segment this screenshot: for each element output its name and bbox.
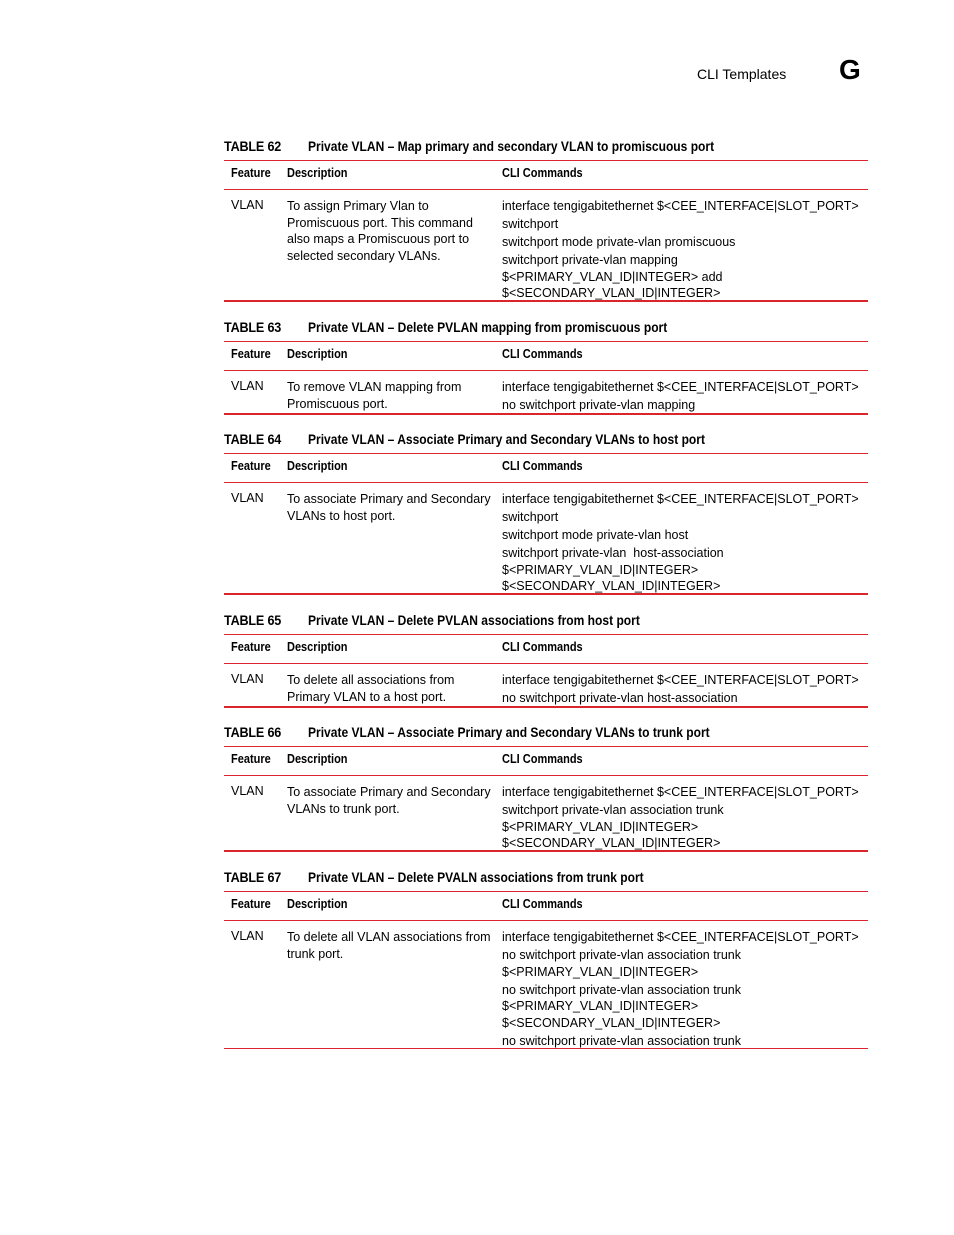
- cli-command: no switchport private-vlan association trunk $<PRIMARY_VLAN_ID|INTEGER> $<SECONDARY_VLAN_ID|INTEGER>: [502, 982, 742, 1030]
- table-header-row: [224, 454, 868, 482]
- table-header-row: [224, 635, 868, 663]
- cli-command: switchport mode private-vlan host: [502, 527, 689, 542]
- section-letter: G: [839, 54, 861, 85]
- column-header-cli: CLI Commands: [502, 347, 583, 361]
- feature-cell: VLAN: [231, 784, 264, 798]
- cli-command: switchport mode private-vlan promiscuous: [502, 234, 736, 249]
- table-header-row: [224, 342, 868, 370]
- cli-commands-cell: [502, 379, 868, 415]
- table-number: TABLE 64: [224, 431, 282, 447]
- column-header-cli: CLI Commands: [502, 752, 583, 766]
- cli-command: switchport private-vlan association trunk $<PRIMARY_VLAN_ID|INTEGER> $<SECONDARY_VLAN_ID|INTEGER>: [502, 802, 724, 851]
- table-number: TABLE 63: [224, 319, 282, 335]
- cli-command: switchport private-vlan host-association $<PRIMARY_VLAN_ID|INTEGER> $<SECONDARY_VLAN_ID|INTEGER>: [502, 545, 724, 594]
- table-title: Private VLAN – Map primary and secondary VLAN to promiscuous port: [308, 138, 715, 154]
- cli-command: switchport: [502, 216, 559, 231]
- description-cell: To associate Primary and Secondary VLANs to trunk port.: [287, 785, 491, 816]
- cli-command: no switchport private-vlan mapping: [502, 397, 696, 412]
- table-66: [224, 724, 868, 852]
- table-64: [224, 431, 868, 595]
- cli-command: no switchport private-vlan association trunk: [502, 1033, 742, 1048]
- cli-command: interface tengigabitethernet $<CEE_INTERFACE|SLOT_PORT>: [502, 785, 859, 799]
- table-caption: [224, 869, 868, 891]
- cli-commands-cell: [502, 672, 868, 708]
- column-header-description: Description: [287, 897, 348, 911]
- cli-commands-cell: [502, 491, 868, 596]
- column-header-cli: CLI Commands: [502, 166, 583, 180]
- description-cell: To delete all associations from Primary VLAN to a host port.: [287, 673, 455, 704]
- table-row: [224, 190, 868, 300]
- description-cell: To assign Primary Vlan to Promiscuous port. This command also maps a Promiscuous port to selected secondary VLANs.: [287, 199, 473, 263]
- column-header-description: Description: [287, 752, 348, 766]
- column-header-description: Description: [287, 347, 348, 361]
- table-title: Private VLAN – Delete PVLAN associations from host port: [308, 612, 640, 628]
- column-header-description: Description: [287, 459, 348, 473]
- table-number: TABLE 62: [224, 138, 282, 154]
- cli-command: interface tengigabitethernet $<CEE_INTERFACE|SLOT_PORT>: [502, 380, 859, 394]
- table-caption: [224, 612, 868, 634]
- column-header-feature: Feature: [231, 166, 271, 180]
- description-cell: To associate Primary and Secondary VLANs to host port.: [287, 492, 491, 523]
- cli-commands-cell: [502, 929, 868, 1051]
- description-cell: To remove VLAN mapping from Promiscuous port.: [287, 380, 462, 411]
- feature-cell: VLAN: [231, 672, 264, 686]
- cli-command: switchport private-vlan mapping $<PRIMARY_VLAN_ID|INTEGER> add $<SECONDARY_VLAN_ID|INTEGER>: [502, 252, 723, 301]
- column-header-feature: Feature: [231, 752, 271, 766]
- table-row: [224, 371, 868, 413]
- table-number: TABLE 66: [224, 724, 282, 740]
- table-63: [224, 319, 868, 415]
- column-header-feature: Feature: [231, 347, 271, 361]
- table-title: Private VLAN – Delete PVLAN mapping from promiscuous port: [308, 319, 668, 335]
- table-title: Private VLAN – Associate Primary and Secondary VLANs to host port: [308, 431, 705, 447]
- table-caption: [224, 724, 868, 746]
- feature-cell: VLAN: [231, 929, 264, 943]
- table-header-row: [224, 161, 868, 189]
- cli-command: no switchport private-vlan host-association: [502, 690, 738, 705]
- table-row: [224, 664, 868, 706]
- cli-command: interface tengigabitethernet $<CEE_INTERFACE|SLOT_PORT>: [502, 492, 859, 506]
- description-cell: To delete all VLAN associations from trunk port.: [287, 930, 491, 961]
- column-header-feature: Feature: [231, 640, 271, 654]
- table-title: Private VLAN – Associate Primary and Secondary VLANs to trunk port: [308, 724, 710, 740]
- column-header-cli: CLI Commands: [502, 459, 583, 473]
- cli-command: interface tengigabitethernet $<CEE_INTERFACE|SLOT_PORT>: [502, 673, 859, 687]
- table-67: [224, 869, 868, 1049]
- table-caption: [224, 319, 868, 341]
- column-header-cli: CLI Commands: [502, 897, 583, 911]
- table-row: [224, 921, 868, 1048]
- column-header-description: Description: [287, 640, 348, 654]
- table-title: Private VLAN – Delete PVALN associations from trunk port: [308, 869, 644, 885]
- column-header-feature: Feature: [231, 459, 271, 473]
- cli-command: no switchport private-vlan association trunk $<PRIMARY_VLAN_ID|INTEGER>: [502, 947, 742, 979]
- column-header-feature: Feature: [231, 897, 271, 911]
- cli-commands-cell: [502, 784, 868, 853]
- table-65: [224, 612, 868, 708]
- feature-cell: VLAN: [231, 198, 264, 212]
- column-header-cli: CLI Commands: [502, 640, 583, 654]
- table-row: [224, 483, 868, 593]
- cli-command: interface tengigabitethernet $<CEE_INTERFACE|SLOT_PORT>: [502, 199, 859, 213]
- table-62: [224, 138, 868, 302]
- section-title: CLI Templates: [697, 66, 787, 82]
- column-header-description: Description: [287, 166, 348, 180]
- table-number: TABLE 65: [224, 612, 282, 628]
- cli-command: switchport: [502, 509, 559, 524]
- cli-commands-cell: [502, 198, 868, 303]
- table-caption: [224, 138, 868, 160]
- table-header-row: [224, 747, 868, 775]
- cli-command: interface tengigabitethernet $<CEE_INTERFACE|SLOT_PORT>: [502, 930, 859, 944]
- table-row: [224, 776, 868, 850]
- table-number: TABLE 67: [224, 869, 282, 885]
- feature-cell: VLAN: [231, 491, 264, 505]
- table-header-row: [224, 892, 868, 920]
- table-caption: [224, 431, 868, 453]
- feature-cell: VLAN: [231, 379, 264, 393]
